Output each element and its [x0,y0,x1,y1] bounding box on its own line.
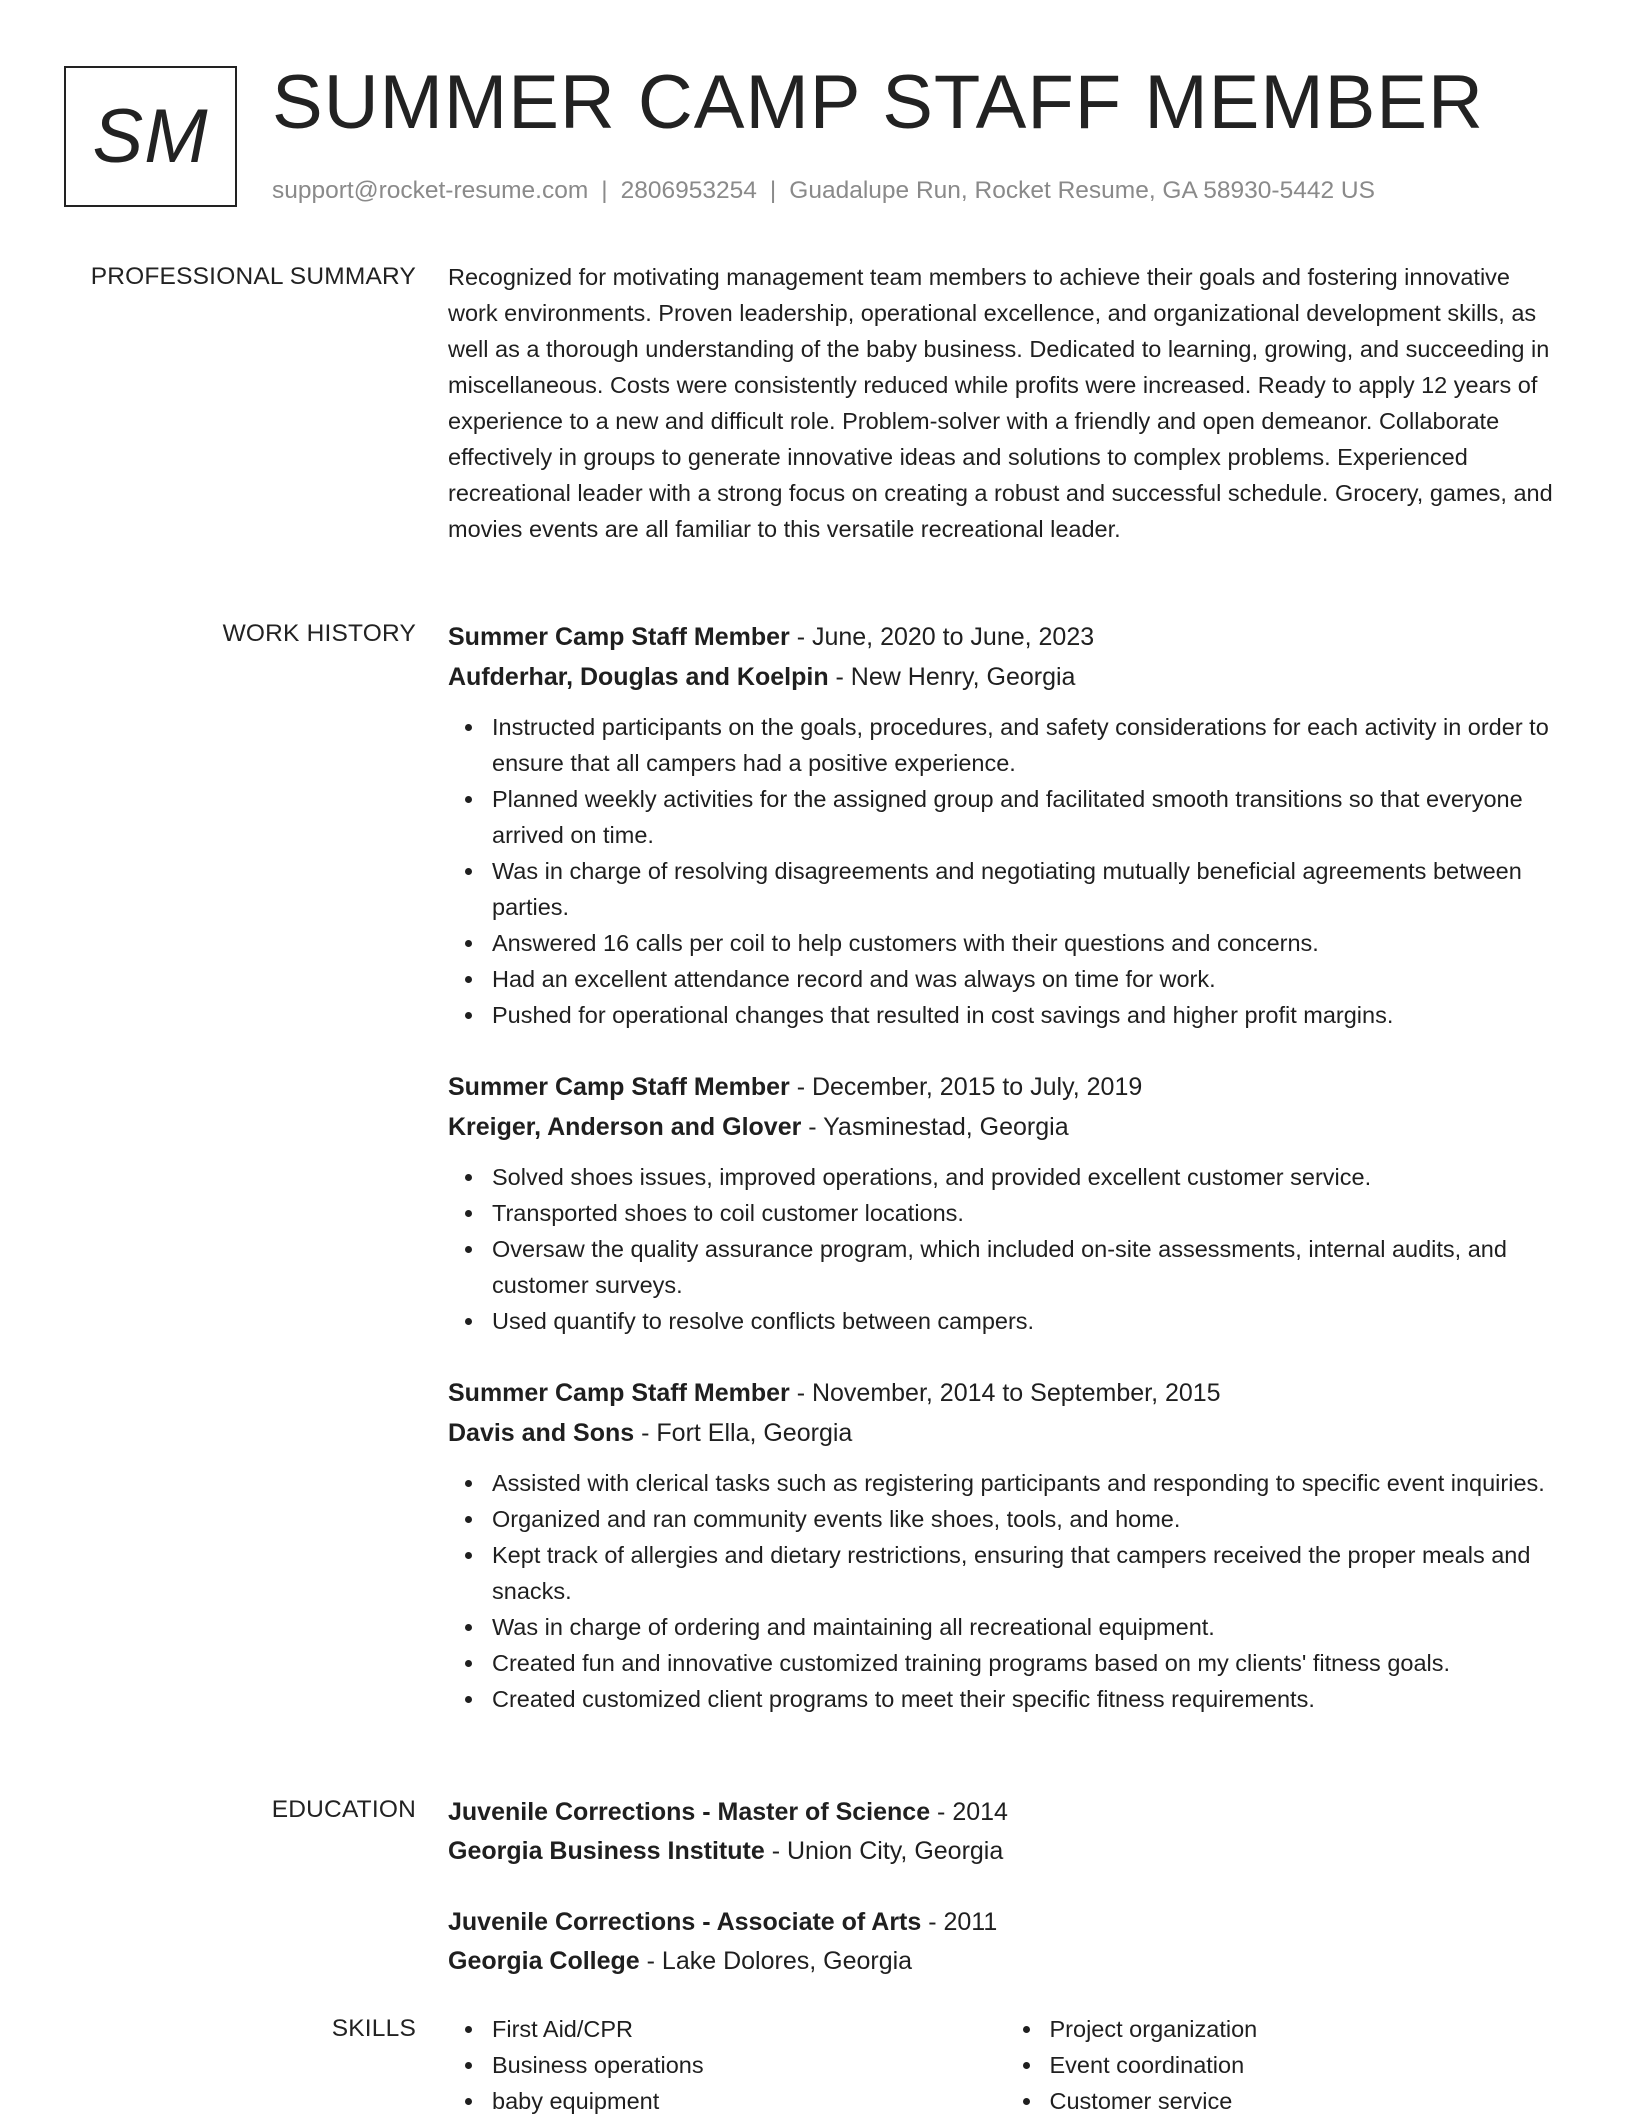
summary-text: Recognized for motivating management team members to achieve their goals and fostering innovative work environments. Proven leadership, operational excellence, and organizational development skills, as well as a thorough understanding of the baby business. Dedicated to learning, growing, and succeeding in miscellaneous. Costs were consistently reduced while profits were increased. Ready to apply 12 years of experience to a new and difficult role. Problem-solver with a friendly and open demeanor. Collaborate effectively in groups to generate innovative ideas and solutions to complex problems. Experienced recreational leader with a strong focus on creating a robust and successful schedule. Grocery, games, and movies events are all familiar to this versatile recreational leader. [448,264,1553,542]
list-item: Assisted with clerical tasks such as registering participants and responding to specific event inquiries. [492,1465,1563,1501]
list-item: Used quantify to resolve conflicts between campers. [492,1303,1563,1339]
monogram-logo: SM [64,66,237,207]
list-item: Had an excellent attendance record and was always on time for work. [492,961,1563,997]
contact-address: Guadalupe Run, Rocket Resume, GA 58930-5442 US [789,177,1375,204]
job-title: Summer Camp Staff Member [448,1073,790,1101]
list-item: Solved shoes issues, improved operations, and provided excellent customer service. [492,1159,1563,1195]
job-company: Davis and Sons [448,1419,635,1447]
job-location: - Fort Ella, Georgia [634,1419,853,1447]
school-line [448,1942,1563,1981]
skill-item: Business operations [492,2047,1006,2083]
job-company-line [448,1107,1563,1147]
skill-item: First Aid/CPR [492,2011,1006,2047]
job-dates: - December, 2015 to July, 2019 [789,1073,1143,1101]
contact-email[interactable]: support@rocket-resume.com [272,177,589,204]
list-item: Created customized client programs to meet their specific fitness requirements. [492,1681,1563,1717]
job-title: Summer Camp Staff Member [448,1379,790,1407]
contact-phone[interactable]: 2806953254 [620,177,757,204]
job-bullets [448,709,1563,1033]
list-item: Was in charge of ordering and maintaining all recreational equipment. [492,1609,1563,1645]
job-company: Kreiger, Anderson and Glover [448,1113,802,1141]
list-item: Pushed for operational changes that resulted in cost savings and higher profit margins. [492,997,1563,1033]
job-dates: - June, 2020 to June, 2023 [789,623,1095,651]
school-line [448,1832,1563,1871]
school-location: - Union City, Georgia [764,1837,1004,1865]
degree-year: - 2014 [930,1798,1008,1826]
school: Georgia College [448,1947,640,1975]
list-item: Organized and ran community events like shoes, tools, and home. [492,1501,1563,1537]
job-entry [448,1373,1563,1717]
skills-list-left [448,2011,1006,2119]
job-location: - Yasminestad, Georgia [801,1113,1069,1141]
list-item: Was in charge of resolving disagreements and negotiating mutually beneficial agreements between parties. [492,853,1563,925]
job-dates: - November, 2014 to September, 2015 [789,1379,1221,1407]
job-location: - New Henry, Georgia [828,663,1076,691]
section-label-skills: SKILLS [331,2015,416,2042]
degree-year: - 2011 [921,1908,998,1936]
list-item: Oversaw the quality assurance program, which included on-site assessments, internal audits, and customer surveys. [492,1231,1563,1303]
degree-line [448,1793,1563,1832]
list-item: Planned weekly activities for the assigned group and facilitated smooth transitions so that everyone arrived on time. [492,781,1563,853]
job-bullets [448,1159,1563,1339]
job-title-line [448,1067,1563,1107]
school: Georgia Business Institute [448,1837,765,1865]
degree: Juvenile Corrections - Associate of Arts [448,1908,922,1936]
degree-line [448,1903,1563,1942]
job-company-line [448,657,1563,697]
resume-title: SUMMER CAMP STAFF MEMBER [272,60,1484,145]
list-item: Kept track of allergies and dietary restrictions, ensuring that campers received the proper meals and snacks. [492,1537,1563,1609]
skill-item: baby equipment [492,2083,1006,2119]
list-item: Transported shoes to coil customer locations. [492,1195,1563,1231]
education-entry [448,1793,1563,1871]
section-label-education: EDUCATION [271,1796,416,1823]
contact-separator: | [601,177,608,204]
list-item: Answered 16 calls per coil to help customers with their questions and concerns. [492,925,1563,961]
list-item: Instructed participants on the goals, procedures, and safety considerations for each activity in order to ensure that all campers had a positive experience. [492,709,1563,781]
job-title: Summer Camp Staff Member [448,623,790,651]
section-label-work: WORK HISTORY [222,620,416,647]
job-company: Aufderhar, Douglas and Koelpin [448,663,829,691]
skill-item: Event coordination [1050,2047,1564,2083]
skill-item: Customer service [1050,2083,1564,2119]
contact-line [272,176,1375,206]
job-entry [448,1067,1563,1339]
list-item: Created fun and innovative customized training programs based on my clients' fitness goals. [492,1645,1563,1681]
job-bullets [448,1465,1563,1717]
education-entry [448,1903,1563,1981]
job-company-line [448,1413,1563,1453]
job-title-line [448,617,1563,657]
skill-item: Project organization [1050,2011,1564,2047]
section-label-summary: PROFESSIONAL SUMMARY [90,263,416,290]
skills-list-right [1006,2011,1564,2119]
school-location: - Lake Dolores, Georgia [639,1947,913,1975]
degree: Juvenile Corrections - Master of Science [448,1798,931,1826]
contact-separator: | [769,177,777,204]
job-entry [448,617,1563,1033]
job-title-line [448,1373,1563,1413]
